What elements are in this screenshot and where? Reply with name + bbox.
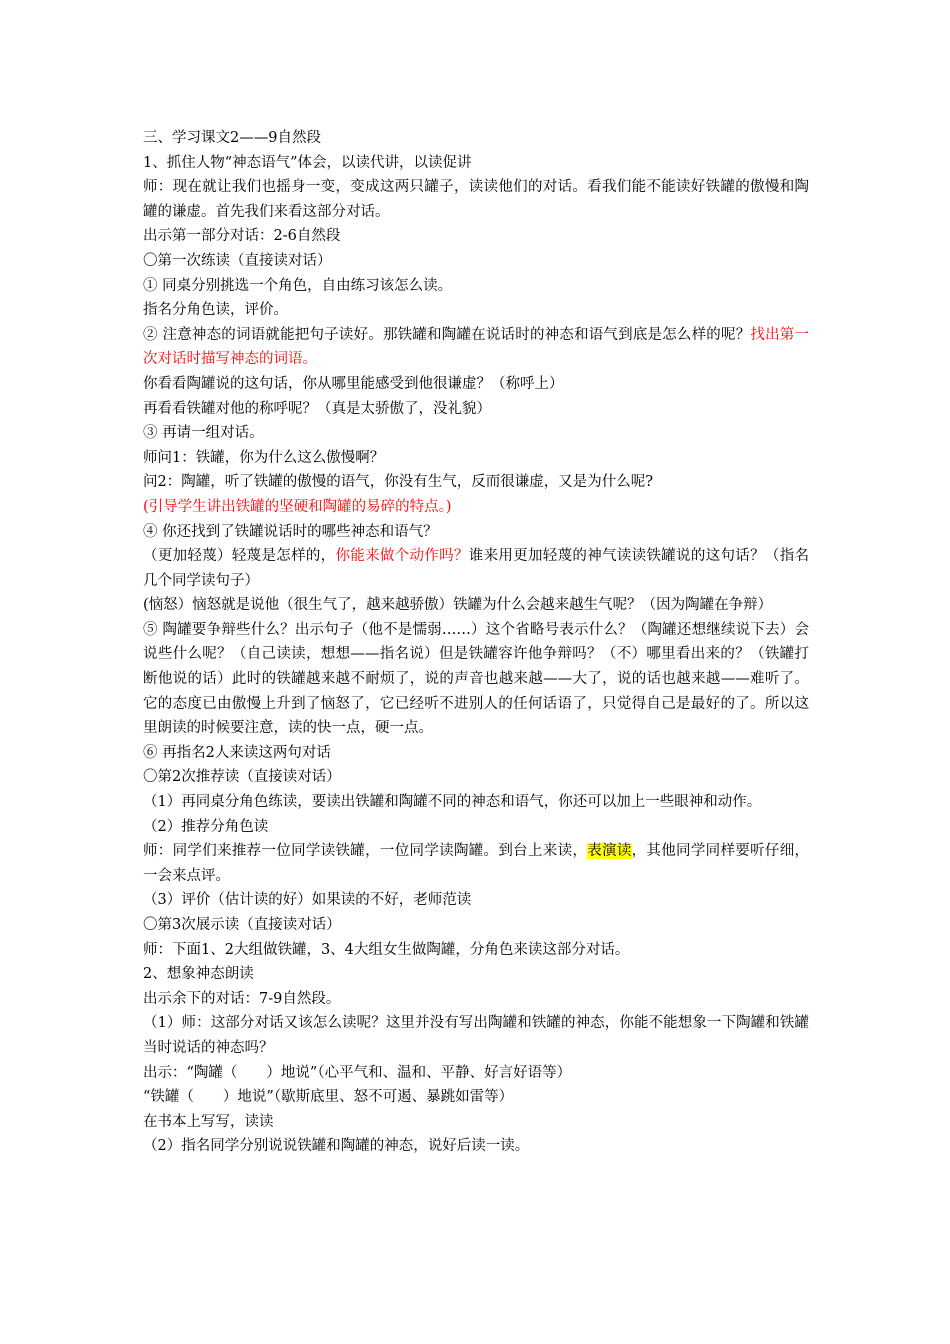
paragraph	[143, 962, 809, 987]
text-run: 〇第2次推荐读（直接读对话）	[143, 769, 341, 786]
text-run: 师：现在就让我们也摇身一变，变成这两只罐子，读读他们的对话。看我们能不能读好铁罐的傲慢和陶罐的谦虚。首先我们来看这部分对话。	[143, 179, 809, 220]
paragraph	[143, 839, 809, 888]
document-page	[143, 126, 809, 1159]
text-run: 三、学习课文2——9自然段	[143, 130, 321, 146]
text-run: 师：下面1、2大组做铁罐，3、4大组女生做陶罐，分角色来读这部分对话。	[143, 941, 630, 958]
text-run: 师问1：铁罐，你为什么这么傲慢啊？	[143, 449, 385, 466]
paragraph	[143, 323, 809, 372]
text-run: ，其他同学同样要听仔细，一会来点评。	[143, 843, 809, 884]
text-run: ① 同桌分别挑选一个角色，自由练习该怎么读。	[143, 277, 453, 294]
text-run: 问2：陶罐，听了铁罐的傲慢的语气，你没有生气，反而很谦虚，又是为什么呢?	[143, 474, 653, 491]
paragraph	[143, 815, 809, 840]
paragraph	[143, 765, 809, 790]
text-run: ③ 再请一组对话。	[143, 425, 264, 442]
text-run: （1）再同桌分角色练读，要读出铁罐和陶罐不同的神态和语气，你还可以加上一些眼神和动作。	[143, 794, 762, 811]
paragraph	[143, 618, 809, 741]
paragraph	[143, 913, 809, 938]
text-run: 在书本上写写，读读	[143, 1113, 274, 1130]
text-run: （2）推荐分角色读	[143, 818, 269, 835]
paragraph	[143, 249, 809, 274]
red-text: (引导学生讲出铁罐的坚硬和陶罐的易碎的特点。)	[143, 498, 452, 515]
text-run: （2）指名同学分别说说铁罐和陶罐的神态，说好后读一读。	[143, 1138, 530, 1155]
paragraph	[143, 741, 809, 766]
paragraph	[143, 1085, 809, 1110]
text-run: 指名分角色读，评价。	[143, 302, 288, 319]
paragraph	[143, 790, 809, 815]
text-run: 你看看陶罐说的这句话，你从哪里能感受到他很谦虚？（称呼上）	[143, 375, 564, 392]
paragraph	[143, 495, 809, 520]
text-run: 师：同学们来推荐一位同学读铁罐，一位同学读陶罐。到台上来读，	[143, 843, 588, 860]
text-run: ⑥ 再指名2人来读这两句对话	[143, 744, 331, 761]
text-run: 〇第一次练读（直接读对话）	[143, 252, 332, 269]
text-run: （1）师：这部分对话又该怎么读呢？这里并没有写出陶罐和铁罐的神态，你能不能想象一下陶罐和铁罐当时说话的神态吗？	[143, 1015, 809, 1056]
text-run: 1、抓住人物“神态语气”体会，以读代讲，以读促讲	[143, 154, 472, 171]
paragraph	[143, 938, 809, 963]
text-run: (恼怒）恼怒就是说他（很生气了，越来越骄傲）铁罐为什么会越来越生气呢？（因为陶罐在争辩）	[143, 597, 773, 614]
paragraph	[143, 175, 809, 224]
text-run: 谁来用更加轻蔑的神气读读铁罐说的这句话？（指名几个同学读句子）	[143, 548, 810, 589]
paragraph	[143, 446, 809, 471]
paragraph	[143, 298, 809, 323]
paragraph	[143, 274, 809, 299]
paragraph	[143, 421, 809, 446]
text-run: （3）评价（估计读的好）如果读的不好，老师范读	[143, 892, 472, 909]
text-run: ④ 你还找到了铁罐说话时的哪些神态和语气？	[143, 523, 438, 540]
text-run: 〇第3次展示读（直接读对话）	[143, 917, 341, 933]
paragraph	[143, 987, 809, 1012]
paragraph	[143, 470, 809, 495]
highlighted-text: 表演读	[587, 843, 632, 860]
text-run: 再看看铁罐对他的称呼呢？（真是太骄傲了，没礼貌）	[143, 400, 491, 417]
paragraph	[143, 224, 809, 249]
paragraph	[143, 544, 809, 593]
red-text: 找出第一次对话时描写神态的词语。	[143, 326, 809, 368]
paragraph	[143, 1061, 809, 1086]
red-text: 你能来做个动作吗？	[335, 548, 469, 565]
text-run: 出示余下的对话：7-9自然段。	[143, 990, 341, 1007]
text-run: 2、想象神态朗读	[143, 966, 254, 983]
text-run: ⑤ 陶罐要争辩些什么？出示句子（他不是懦弱……）这个省略号表示什么？（陶罐还想继续说下去）会说些什么呢？（自己读读，想想——指名说）但是铁罐容许他争辩吗？（不）哪里看出来的？（铁罐打断他说的话）此时的铁罐越来越不耐烦了，说的声音也越来越——大了，说的话也越来越——难听了。它的态度已由傲慢上升到了恼怒了，它已经听不进别人的任何话语了，只觉得自己是最好的了。所以这里朗读的时候要注意，读的快一点，硬一点。	[143, 621, 809, 737]
text-run: ② 注意神态的词语就能把句子读好。那铁罐和陶罐在说话时的神态和语气到底是怎么样的呢？	[143, 326, 751, 343]
paragraph	[143, 126, 809, 151]
text-run: （更加轻蔑）轻蔑是怎样的，	[143, 548, 336, 565]
paragraph	[143, 151, 809, 176]
text-run: 出示第一部分对话：2-6自然段	[143, 228, 341, 245]
paragraph	[143, 1134, 809, 1159]
paragraph	[143, 1011, 809, 1060]
paragraph	[143, 397, 809, 422]
paragraph	[143, 520, 809, 545]
paragraph	[143, 888, 809, 913]
paragraph	[143, 593, 809, 618]
text-run: 出示：“陶罐（ ）地说”（心平气和、温和、平静、好言好语等）	[143, 1064, 572, 1081]
text-run: “铁罐（ ）地说”（歇斯底里、怒不可遏、暴跳如雷等）	[143, 1089, 514, 1106]
paragraph	[143, 372, 809, 397]
paragraph	[143, 1110, 809, 1135]
